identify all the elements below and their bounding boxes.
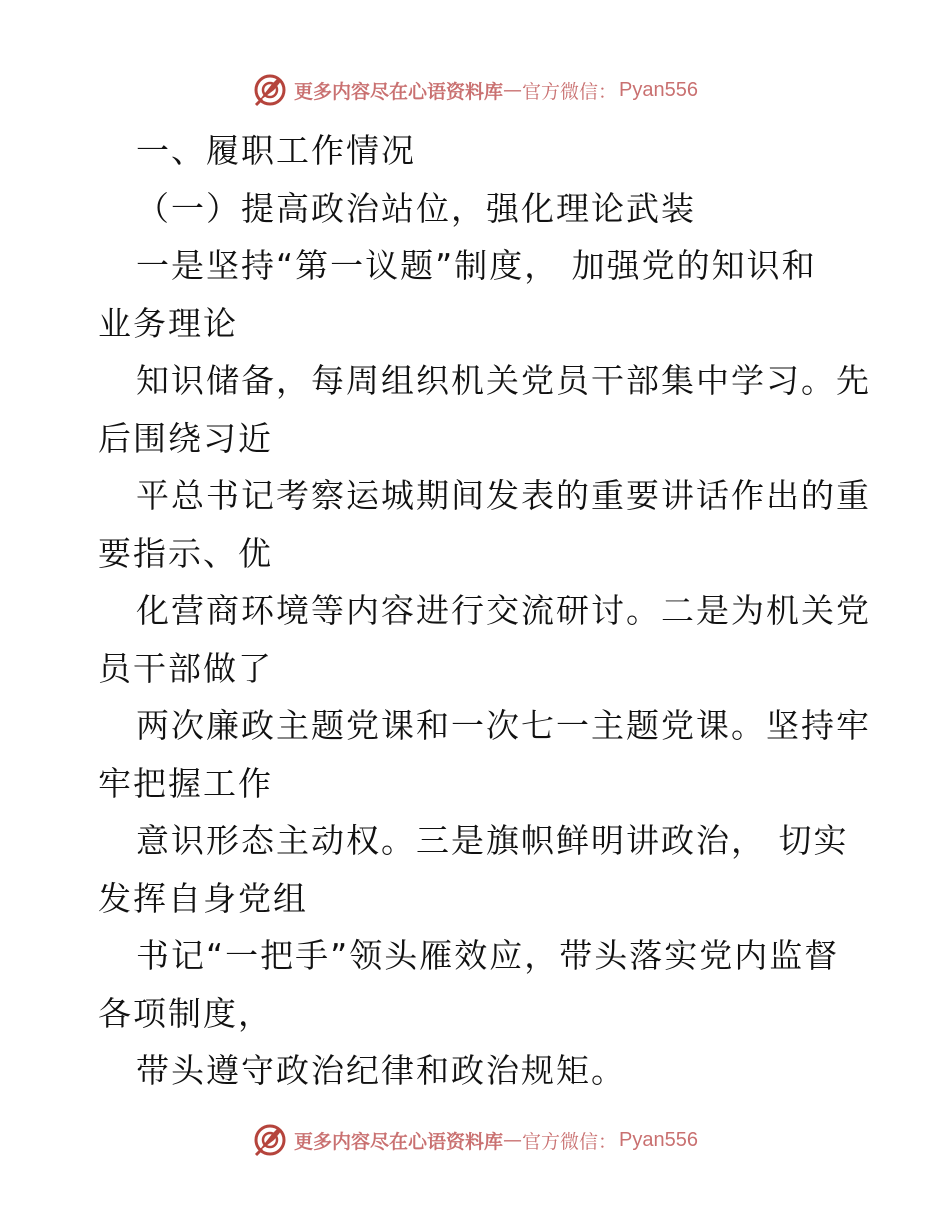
section-heading: 一、履职工作情况 [136, 131, 416, 170]
logo-icon [252, 1122, 288, 1158]
watermark-official: 官方微信： [522, 80, 618, 103]
paragraph-line: 两次廉政主题党课和一次七一主题党课。坚持牢 [136, 706, 871, 745]
paragraph-line: 平总书记考察运城期间发表的重要讲话作出的重 [136, 476, 871, 515]
paragraph-line: 牢把握工作 [98, 763, 273, 803]
logo-icon [252, 72, 288, 108]
footer-watermark [0, 1120, 950, 1160]
paragraph-line: 业务理论 [98, 303, 238, 343]
paragraph-line: 知识储备，每周组织机关党员干部集中学习。先 [136, 361, 871, 400]
watermark-text: 更多内容尽在心语资料库 [294, 80, 504, 103]
header-watermark [0, 70, 950, 110]
watermark-dash: — [503, 1129, 523, 1151]
subsection-heading: （一）提高政治站位，强化理论武装 [136, 188, 696, 228]
watermark-dash: — [503, 79, 523, 101]
paragraph-line: 后围绕习近 [98, 418, 273, 458]
watermark-id: Pyan556 [619, 78, 698, 101]
paragraph-line: 书记“一把手”领头雁效应，带头落实党内监督 [136, 936, 840, 975]
watermark-text: 更多内容尽在心语资料库 [294, 1130, 504, 1153]
paragraph-line: 各项制度， [98, 993, 273, 1033]
document-body [98, 122, 871, 1100]
paragraph-line: 意识形态主动权。三是旗帜鲜明讲政治， 切实 [136, 821, 849, 860]
paragraph-line: 化营商环境等内容进行交流研讨。二是为机关党 [136, 591, 871, 630]
paragraph-line: 要指示、优 [98, 533, 273, 573]
paragraph-line: 一是坚持“第一议题”制度， 加强党的知识和 [136, 246, 817, 285]
watermark-official: 官方微信： [522, 1130, 618, 1153]
paragraph-line: 带头遵守政治纪律和政治规矩。 [136, 1051, 626, 1090]
paragraph-line: 员干部做了 [98, 648, 273, 688]
paragraph-line: 发挥自身党组 [98, 878, 308, 918]
watermark-id: Pyan556 [619, 1128, 698, 1151]
